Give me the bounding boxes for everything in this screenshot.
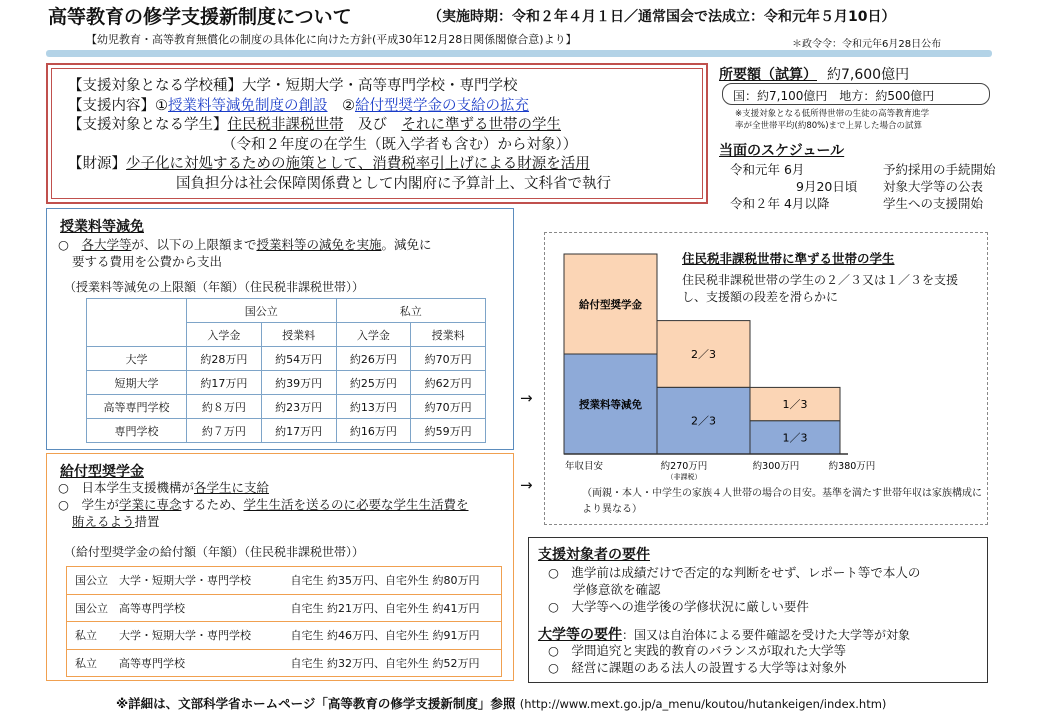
- school-type: 私立 高等専門学校: [67, 649, 277, 677]
- chart-note: （両親・本人・中学生の家族４人世帯の場合の目安。基準を満たす世帯年収は家族構成により異なる）: [582, 488, 982, 515]
- arrow-right-icon: →: [520, 476, 533, 494]
- desc-line: [58, 496, 508, 513]
- num: ①: [155, 97, 168, 114]
- cell: 約25万円: [336, 371, 411, 395]
- bar-label-tuition: 2／3: [691, 414, 716, 428]
- group-header: 私立: [336, 299, 486, 323]
- scholarship-title: 給付型奨学金: [60, 464, 144, 480]
- bar-label-tuition: 1／3: [782, 431, 808, 445]
- page-title: 高等教育の修学支援新制度について: [48, 6, 352, 28]
- scholarship-description: [58, 479, 508, 530]
- schedule-heading: 当面のスケジュール: [719, 143, 845, 159]
- cell: 約28万円: [187, 347, 262, 371]
- text: 学生生活を送るのに必要な学生生活費を: [243, 497, 469, 512]
- list-item: ○ 経営に課題のある法人の設置する大学等は対象外: [548, 660, 847, 675]
- table-row: [87, 371, 486, 395]
- text: 日本学生支援機構が: [81, 480, 194, 495]
- bullet: ○: [58, 237, 69, 252]
- tuition-description: [58, 236, 498, 270]
- cell: 約70万円: [411, 347, 486, 371]
- group-header: 国公立: [187, 299, 337, 323]
- mext-url-link[interactable]: (http://www.mext.go.jp/a_menu/koutou/hutankeigen/index.htm): [519, 697, 887, 711]
- overview-box: [46, 63, 708, 204]
- table-row: [87, 395, 486, 419]
- tuition-reduction-link[interactable]: 授業料等減免制度の創設: [168, 97, 328, 114]
- tuition-title: 授業料等減免: [60, 219, 144, 235]
- table-row: [87, 347, 486, 371]
- list-item: 学修意欲を確認: [548, 582, 661, 597]
- budget-note: [735, 108, 929, 132]
- schedule-date: 令和２年 4月以降: [730, 196, 830, 211]
- text: 各学生に支給: [193, 480, 269, 495]
- num: ②: [342, 97, 355, 114]
- overview-funding: [68, 155, 702, 175]
- label: 【支援対象となる学生】: [68, 117, 228, 133]
- student-requirements-list: [548, 564, 968, 615]
- budget-heading-row: [719, 64, 909, 84]
- label: 【支援対象となる学校種】: [68, 78, 242, 94]
- subheader: 入学金: [336, 323, 411, 347]
- institution-requirements-list: [548, 642, 968, 676]
- subheader: 授業料: [411, 323, 486, 347]
- scholarship-expansion-link[interactable]: 給付型奨学金の支給の拡充: [355, 97, 529, 114]
- label: 【財源】: [68, 156, 126, 172]
- label: 【支援内容】: [68, 97, 155, 114]
- x-tick-label: 年収目安: [564, 461, 604, 472]
- arrow-right-icon: →: [520, 389, 533, 407]
- x-tick-sublabel: （非課税）: [666, 473, 702, 481]
- implementation-period: （実施時期：令和２年４月１日／通常国会で法成立：令和元年５月10日）: [428, 9, 896, 25]
- cabinet-order-note: ＊政令令：令和元年6月28日公布: [792, 39, 942, 50]
- row-label: 大学: [87, 347, 187, 371]
- text: 学業に専念: [118, 497, 182, 512]
- table-row: [67, 594, 502, 622]
- desc-line: 要する費用を公費から支出: [72, 254, 223, 269]
- chart-description: 住民税非課税世帯の学生の２／３又は１／３を支援し、支援額の段差を滑らかに: [682, 273, 959, 304]
- cell: 約59万円: [411, 419, 486, 443]
- policy-basis: 【幼児教育・高等教育無償化の制度の具体化に向けた方針(平成30年12月28日関係閣僚合意)より】: [86, 33, 577, 46]
- scholarship-table-caption: （給付型奨学金の給付額（年額）（住民税非課税世帯））: [64, 545, 365, 559]
- cell: 約13万円: [336, 395, 411, 419]
- text: 措置: [134, 514, 160, 529]
- text: 。減免に: [381, 237, 432, 252]
- amount: 自宅生 約46万円、自宅外生 約91万円: [277, 622, 502, 650]
- cell: 約54万円: [261, 347, 336, 371]
- text: 住民税非課税世帯: [227, 117, 344, 133]
- overview-funding-note: 国負担分は社会保障関係費として内閣府に予算計上、文科省で執行: [176, 175, 611, 192]
- title-divider: [46, 50, 992, 57]
- text: するため、: [181, 497, 244, 512]
- cell: 約62万円: [411, 371, 486, 395]
- school-type: 国公立 大学・短期大学・専門学校: [67, 567, 277, 595]
- cell: 約８万円: [187, 395, 262, 419]
- cell: 約70万円: [411, 395, 486, 419]
- x-tick-label: 約300万円: [752, 461, 800, 472]
- text: が、以下の上限額まで: [131, 237, 257, 252]
- table-row: [67, 649, 502, 677]
- overview-school-types: [68, 77, 702, 97]
- scholarship-table: [66, 566, 502, 677]
- bar-label-tuition: 授業料等減免: [579, 399, 642, 411]
- budget-heading: 所要額（試算）: [719, 67, 817, 83]
- cell: 約26万円: [336, 347, 411, 371]
- cell: 約７万円: [187, 419, 262, 443]
- list-item: ○ 学問追究と実践的教育のバランスが取れた大学等: [548, 643, 847, 658]
- amount: 自宅生 約32万円、自宅外生 約52万円: [277, 649, 502, 677]
- text: 授業料等の減免を実施: [256, 237, 382, 252]
- text: 賄えるよう: [72, 514, 135, 529]
- cell: 約39万円: [261, 371, 336, 395]
- amount: 自宅生 約35万円、自宅外生 約80万円: [277, 567, 502, 595]
- bullet: ○: [58, 480, 69, 495]
- note-line: ※支援対象となる低所得世帯の生徒の高等教育進学: [735, 109, 930, 119]
- text: 各大学等: [81, 237, 132, 252]
- institution-requirements-heading: [538, 624, 910, 644]
- subheader: 入学金: [187, 323, 262, 347]
- schedule-event: 対象大学等の公表: [883, 179, 984, 194]
- student-requirements-title: 支援対象者の要件: [538, 547, 650, 563]
- x-tick-label: 約380万円: [828, 461, 876, 472]
- cell: 約16万円: [336, 419, 411, 443]
- chart-title: 住民税非課税世帯に準ずる世帯の学生: [682, 251, 895, 266]
- table-row: [67, 567, 502, 595]
- schedule-event: 学生への支援開始: [883, 196, 984, 211]
- cell: 約17万円: [261, 419, 336, 443]
- table-corner: [87, 299, 187, 347]
- budget-total: 約7,600億円: [827, 67, 910, 83]
- table-row: [67, 622, 502, 650]
- cell: 約17万円: [187, 371, 262, 395]
- overview-target-students: [68, 116, 702, 136]
- desc-line: [58, 236, 498, 253]
- row-label: 専門学校: [87, 419, 187, 443]
- cell: 約23万円: [261, 395, 336, 419]
- subheader: 授業料: [261, 323, 336, 347]
- footer-note: [116, 694, 886, 712]
- bar-label-scholarship: 2／3: [691, 347, 716, 361]
- schedule-event: 予約採用の手続開始: [883, 162, 996, 177]
- school-type: 私立 大学・短期大学・専門学校: [67, 622, 277, 650]
- row-label: 高等専門学校: [87, 395, 187, 419]
- text: 大学・短期大学・高等専門学校・専門学校: [242, 78, 518, 94]
- amount: 自宅生 約21万円、自宅外生 約41万円: [277, 594, 502, 622]
- note-line: 率が全世帯平均(約80%)まで上昇した場合の試算: [735, 121, 923, 131]
- institution-requirements-title: 大学等の要件: [538, 627, 622, 643]
- tuition-table: [86, 298, 486, 443]
- table-header-row: [87, 299, 486, 323]
- bar-label-scholarship: 給付型奨学金: [579, 299, 642, 311]
- footer-text: ※詳細は、文部科学省ホームページ「高等教育の修学支援新制度」参照: [116, 696, 516, 711]
- text: 少子化に対処するための施策として、消費税率引上げによる財源を活用: [126, 156, 590, 172]
- text: それに準ずる世帯の学生: [401, 117, 561, 133]
- school-type: 国公立 高等専門学校: [67, 594, 277, 622]
- row-label: 短期大学: [87, 371, 187, 395]
- overview-support-content: [68, 97, 702, 117]
- overview-target-note: （令和２年度の在学生（既入学者も含む）から対象））: [222, 136, 578, 153]
- institution-requirements-sub: ：国又は自治体による要件確認を受けた大学等が対象: [622, 628, 911, 642]
- budget-breakdown: 国：約7,100億円 地方：約500億円: [722, 83, 990, 105]
- desc-line: [58, 513, 508, 530]
- table-row: [87, 419, 486, 443]
- list-item: ○ 大学等への進学後の学修状況に厳しい要件: [548, 599, 809, 614]
- text: 及び: [358, 117, 387, 133]
- bar-label-scholarship: 1／3: [782, 398, 808, 412]
- text: 学生が: [81, 497, 119, 512]
- schedule-date: 令和元年 6月: [730, 162, 805, 177]
- tuition-table-caption: （授業料等減免の上限額（年額）（住民税非課税世帯））: [64, 280, 365, 294]
- schedule-date: 9月20日頃: [796, 179, 858, 194]
- list-item: ○ 進学前は成績だけで否定的な判断をせず、レポート等で本人の: [548, 565, 921, 580]
- x-tick-label: 約270万円: [660, 461, 708, 472]
- desc-line: [58, 479, 508, 496]
- bullet: ○: [58, 497, 69, 512]
